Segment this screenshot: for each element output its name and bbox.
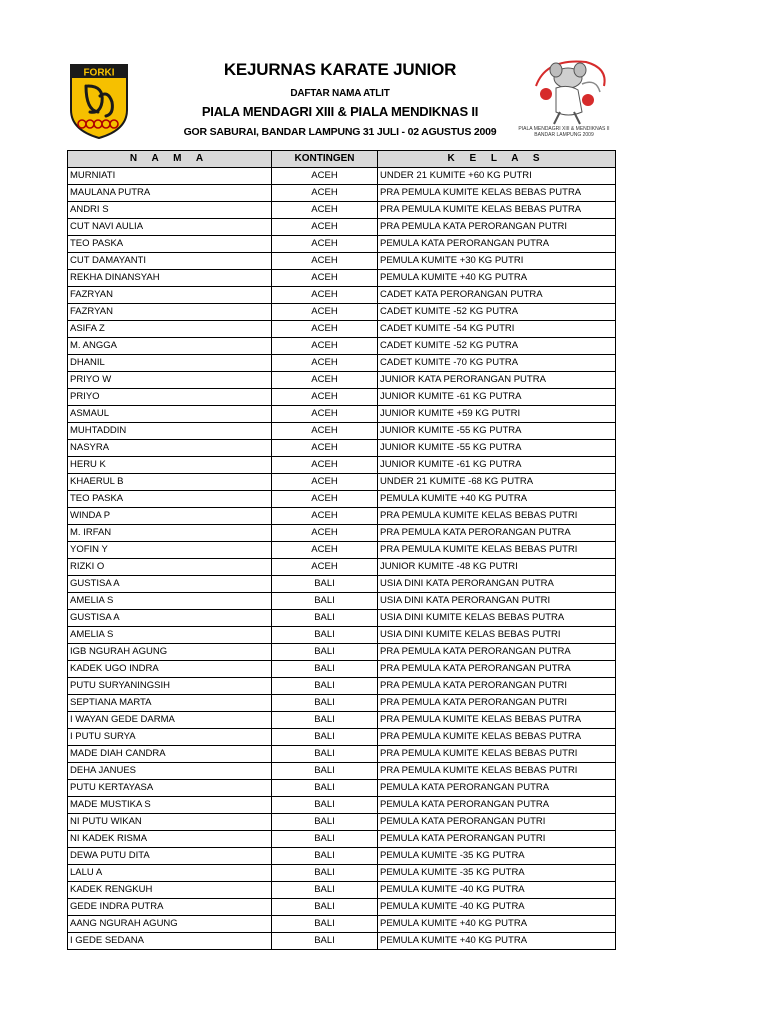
kontingen-cell: ACEH (272, 525, 378, 542)
athlete-name-cell: ANDRI S (68, 202, 272, 219)
mascot-logo (516, 56, 612, 144)
table-row (68, 304, 616, 321)
table-row (68, 644, 616, 661)
kontingen-cell: ACEH (272, 406, 378, 423)
athlete-name-cell: MURNIATI (68, 168, 272, 185)
table-row (68, 423, 616, 440)
athlete-name-cell: FAZRYAN (68, 304, 272, 321)
athlete-name-cell: ASIFA Z (68, 321, 272, 338)
kelas-cell: PRA PEMULA KUMITE KELAS BEBAS PUTRA (378, 729, 616, 746)
table-row (68, 746, 616, 763)
table-row (68, 236, 616, 253)
kontingen-cell: ACEH (272, 389, 378, 406)
kontingen-cell: BALI (272, 746, 378, 763)
kelas-cell: PEMULA KUMITE +30 KG PUTRI (378, 253, 616, 270)
table-row (68, 525, 616, 542)
kelas-cell: PRA PEMULA KUMITE KELAS BEBAS PUTRI (378, 763, 616, 780)
kelas-cell: PEMULA KUMITE +40 KG PUTRA (378, 270, 616, 287)
kontingen-cell: BALI (272, 695, 378, 712)
athlete-name-cell: KADEK UGO INDRA (68, 661, 272, 678)
athlete-name-cell: PRIYO W (68, 372, 272, 389)
athlete-name-cell: PUTU KERTAYASA (68, 780, 272, 797)
table-row (68, 593, 616, 610)
kontingen-cell: BALI (272, 814, 378, 831)
athlete-name-cell: MADE DIAH CANDRA (68, 746, 272, 763)
athlete-name-cell: YOFIN Y (68, 542, 272, 559)
kontingen-cell: ACEH (272, 491, 378, 508)
kontingen-cell: BALI (272, 882, 378, 899)
kontingen-cell: ACEH (272, 236, 378, 253)
table-body (68, 168, 616, 950)
athlete-name-cell: GUSTISA A (68, 610, 272, 627)
kontingen-cell: BALI (272, 627, 378, 644)
kontingen-cell: ACEH (272, 457, 378, 474)
athlete-name-cell: DEWA PUTU DITA (68, 848, 272, 865)
athlete-name-cell: KHAERUL B (68, 474, 272, 491)
table-row (68, 933, 616, 950)
athlete-name-cell: I WAYAN GEDE DARMA (68, 712, 272, 729)
kontingen-cell: BALI (272, 797, 378, 814)
table-row (68, 253, 616, 270)
kontingen-cell: ACEH (272, 559, 378, 576)
kontingen-cell: BALI (272, 933, 378, 950)
athlete-name-cell: CUT DAMAYANTI (68, 253, 272, 270)
kontingen-cell: ACEH (272, 372, 378, 389)
kontingen-cell: BALI (272, 712, 378, 729)
kontingen-cell: ACEH (272, 270, 378, 287)
kontingen-cell: ACEH (272, 202, 378, 219)
athlete-name-cell: AMELIA S (68, 627, 272, 644)
table-row (68, 287, 616, 304)
table-row (68, 355, 616, 372)
athlete-name-cell: I GEDE SEDANA (68, 933, 272, 950)
table-row (68, 848, 616, 865)
table-row (68, 899, 616, 916)
table-row (68, 678, 616, 695)
forki-logo-text: FORKI (83, 67, 115, 79)
table-row (68, 627, 616, 644)
table-row (68, 661, 616, 678)
kelas-cell: USIA DINI KATA PERORANGAN PUTRA (378, 576, 616, 593)
table-row (68, 763, 616, 780)
athlete-name-cell: SEPTIANA MARTA (68, 695, 272, 712)
table-row (68, 457, 616, 474)
kelas-cell: PRA PEMULA KUMITE KELAS BEBAS PUTRI (378, 542, 616, 559)
athlete-name-cell: NI PUTU WIKAN (68, 814, 272, 831)
table-row (68, 729, 616, 746)
kelas-cell: PRA PEMULA KATA PERORANGAN PUTRI (378, 695, 616, 712)
table-row (68, 219, 616, 236)
kelas-cell: USIA DINI KUMITE KELAS BEBAS PUTRI (378, 627, 616, 644)
kontingen-cell: BALI (272, 780, 378, 797)
kontingen-cell: BALI (272, 899, 378, 916)
athlete-name-cell: MUHTADDIN (68, 423, 272, 440)
kontingen-cell: BALI (272, 848, 378, 865)
kelas-cell: PRA PEMULA KATA PERORANGAN PUTRA (378, 661, 616, 678)
athlete-name-cell: FAZRYAN (68, 287, 272, 304)
table-header-row (68, 151, 616, 168)
athlete-name-cell: GEDE INDRA PUTRA (68, 899, 272, 916)
kelas-cell: USIA DINI KUMITE KELAS BEBAS PUTRA (378, 610, 616, 627)
athlete-name-cell: TEO PASKA (68, 236, 272, 253)
athlete-name-cell: DEHA JANUES (68, 763, 272, 780)
kelas-cell: CADET KUMITE -52 KG PUTRA (378, 304, 616, 321)
kontingen-cell: ACEH (272, 287, 378, 304)
kelas-cell: PEMULA KATA PERORANGAN PUTRA (378, 797, 616, 814)
kontingen-cell: BALI (272, 576, 378, 593)
mascot-caption: PIALA MENDAGRI XIII & MENDIKNAS II BANDAR LAMPUNG 2009 (518, 126, 610, 138)
athlete-name-cell: PRIYO (68, 389, 272, 406)
table-row (68, 168, 616, 185)
athlete-name-cell: TEO PASKA (68, 491, 272, 508)
table-row (68, 831, 616, 848)
kelas-cell: PEMULA KATA PERORANGAN PUTRI (378, 814, 616, 831)
table-row (68, 338, 616, 355)
athlete-name-cell: MADE MUSTIKA S (68, 797, 272, 814)
kontingen-cell: ACEH (272, 321, 378, 338)
kontingen-cell: BALI (272, 644, 378, 661)
kontingen-cell: BALI (272, 678, 378, 695)
table-row (68, 202, 616, 219)
kelas-cell: PEMULA KUMITE -40 KG PUTRA (378, 899, 616, 916)
athlete-name-cell: DHANIL (68, 355, 272, 372)
kontingen-cell: ACEH (272, 474, 378, 491)
table-row (68, 389, 616, 406)
kelas-cell: PRA PEMULA KUMITE KELAS BEBAS PUTRA (378, 202, 616, 219)
athlete-name-cell: LALU A (68, 865, 272, 882)
athlete-table (67, 150, 616, 950)
table-row (68, 185, 616, 202)
kelas-cell: JUNIOR KUMITE -48 KG PUTRI (378, 559, 616, 576)
kelas-cell: CADET KATA PERORANGAN PUTRA (378, 287, 616, 304)
athlete-name-cell: M. ANGGA (68, 338, 272, 355)
venue-date: GOR SABURAI, BANDAR LAMPUNG 31 JULI - 02 AGUSTUS 2009 (183, 126, 497, 138)
kontingen-cell: ACEH (272, 508, 378, 525)
athlete-name-cell: AANG NGURAH AGUNG (68, 916, 272, 933)
athlete-name-cell: RIZKI O (68, 559, 272, 576)
kelas-cell: JUNIOR KATA PERORANGAN PUTRA (378, 372, 616, 389)
kelas-cell: PEMULA KUMITE -40 KG PUTRA (378, 882, 616, 899)
kelas-cell: PRA PEMULA KATA PERORANGAN PUTRI (378, 219, 616, 236)
kontingen-cell: ACEH (272, 168, 378, 185)
kontingen-cell: ACEH (272, 355, 378, 372)
kelas-cell: PEMULA KUMITE -35 KG PUTRA (378, 865, 616, 882)
athlete-name-cell: AMELIA S (68, 593, 272, 610)
athlete-name-cell: WINDA P (68, 508, 272, 525)
document-subtitle: DAFTAR NAMA ATLIT (290, 88, 390, 99)
kelas-cell: CADET KUMITE -54 KG PUTRI (378, 321, 616, 338)
column-header-kontingen: KONTINGEN (272, 151, 378, 168)
kontingen-cell: BALI (272, 831, 378, 848)
kelas-cell: UNDER 21 KUMITE -68 KG PUTRA (378, 474, 616, 491)
table-row (68, 865, 616, 882)
table-row (68, 712, 616, 729)
athlete-name-cell: NI KADEK RISMA (68, 831, 272, 848)
kontingen-cell: BALI (272, 729, 378, 746)
table-row (68, 814, 616, 831)
athlete-name-cell: HERU K (68, 457, 272, 474)
kontingen-cell: ACEH (272, 338, 378, 355)
kelas-cell: PEMULA KUMITE +40 KG PUTRA (378, 916, 616, 933)
athlete-name-cell: M. IRFAN (68, 525, 272, 542)
kontingen-cell: ACEH (272, 440, 378, 457)
kontingen-cell: ACEH (272, 542, 378, 559)
document-header (0, 0, 768, 150)
kelas-cell: PEMULA KUMITE -35 KG PUTRA (378, 848, 616, 865)
table-row (68, 270, 616, 287)
athlete-name-cell: PUTU SURYANINGSIH (68, 678, 272, 695)
athlete-name-cell: I PUTU SURYA (68, 729, 272, 746)
table-row (68, 695, 616, 712)
kelas-cell: PRA PEMULA KUMITE KELAS BEBAS PUTRI (378, 508, 616, 525)
table-row (68, 576, 616, 593)
kelas-cell: PRA PEMULA KUMITE KELAS BEBAS PUTRI (378, 746, 616, 763)
table-row (68, 882, 616, 899)
kelas-cell: UNDER 21 KUMITE +60 KG PUTRI (378, 168, 616, 185)
athlete-name-cell: NASYRA (68, 440, 272, 457)
table-row (68, 542, 616, 559)
kelas-cell: PEMULA KATA PERORANGAN PUTRA (378, 780, 616, 797)
table-row (68, 797, 616, 814)
kelas-cell: JUNIOR KUMITE -61 KG PUTRA (378, 389, 616, 406)
kelas-cell: PEMULA KUMITE +40 KG PUTRA (378, 933, 616, 950)
table-row (68, 559, 616, 576)
kontingen-cell: BALI (272, 763, 378, 780)
kelas-cell: JUNIOR KUMITE -55 KG PUTRA (378, 423, 616, 440)
kelas-cell: PRA PEMULA KATA PERORANGAN PUTRI (378, 678, 616, 695)
athlete-name-cell: KADEK RENGKUH (68, 882, 272, 899)
athlete-name-cell: IGB NGURAH AGUNG (68, 644, 272, 661)
athlete-name-cell: MAULANA PUTRA (68, 185, 272, 202)
athlete-name-cell: REKHA DINANSYAH (68, 270, 272, 287)
kelas-cell: USIA DINI KATA PERORANGAN PUTRI (378, 593, 616, 610)
kelas-cell: PRA PEMULA KATA PERORANGAN PUTRA (378, 525, 616, 542)
kelas-cell: PEMULA KUMITE +40 KG PUTRA (378, 491, 616, 508)
kelas-cell: JUNIOR KUMITE -55 KG PUTRA (378, 440, 616, 457)
kelas-cell: PRA PEMULA KUMITE KELAS BEBAS PUTRA (378, 185, 616, 202)
table-row (68, 916, 616, 933)
forki-logo (68, 62, 130, 140)
table-row (68, 610, 616, 627)
table-row (68, 474, 616, 491)
table-row (68, 508, 616, 525)
event-title: PIALA MENDAGRI XIII & PIALA MENDIKNAS II (201, 104, 479, 119)
athlete-name-cell: ASMAUL (68, 406, 272, 423)
kontingen-cell: ACEH (272, 219, 378, 236)
kontingen-cell: ACEH (272, 304, 378, 321)
kelas-cell: CADET KUMITE -52 KG PUTRA (378, 338, 616, 355)
kontingen-cell: BALI (272, 593, 378, 610)
table-row (68, 406, 616, 423)
athlete-name-cell: GUSTISA A (68, 576, 272, 593)
athlete-name-cell: CUT NAVI AULIA (68, 219, 272, 236)
kontingen-cell: ACEH (272, 253, 378, 270)
column-header-kelas: K E L A S (378, 151, 616, 168)
kelas-cell: JUNIOR KUMITE +59 KG PUTRI (378, 406, 616, 423)
kelas-cell: PEMULA KATA PERORANGAN PUTRA (378, 236, 616, 253)
kelas-cell: CADET KUMITE -70 KG PUTRA (378, 355, 616, 372)
document-title: KEJURNAS KARATE JUNIOR (223, 60, 457, 79)
kontingen-cell: ACEH (272, 185, 378, 202)
column-header-nama: N A M A (68, 151, 272, 168)
kontingen-cell: BALI (272, 661, 378, 678)
kontingen-cell: BALI (272, 916, 378, 933)
kelas-cell: JUNIOR KUMITE -61 KG PUTRA (378, 457, 616, 474)
table-row (68, 780, 616, 797)
kontingen-cell: BALI (272, 865, 378, 882)
table-row (68, 372, 616, 389)
kontingen-cell: ACEH (272, 423, 378, 440)
kontingen-cell: BALI (272, 610, 378, 627)
kelas-cell: PRA PEMULA KATA PERORANGAN PUTRA (378, 644, 616, 661)
kelas-cell: PEMULA KATA PERORANGAN PUTRI (378, 831, 616, 848)
table-row (68, 321, 616, 338)
table-row (68, 491, 616, 508)
table-row (68, 440, 616, 457)
kelas-cell: PRA PEMULA KUMITE KELAS BEBAS PUTRA (378, 712, 616, 729)
